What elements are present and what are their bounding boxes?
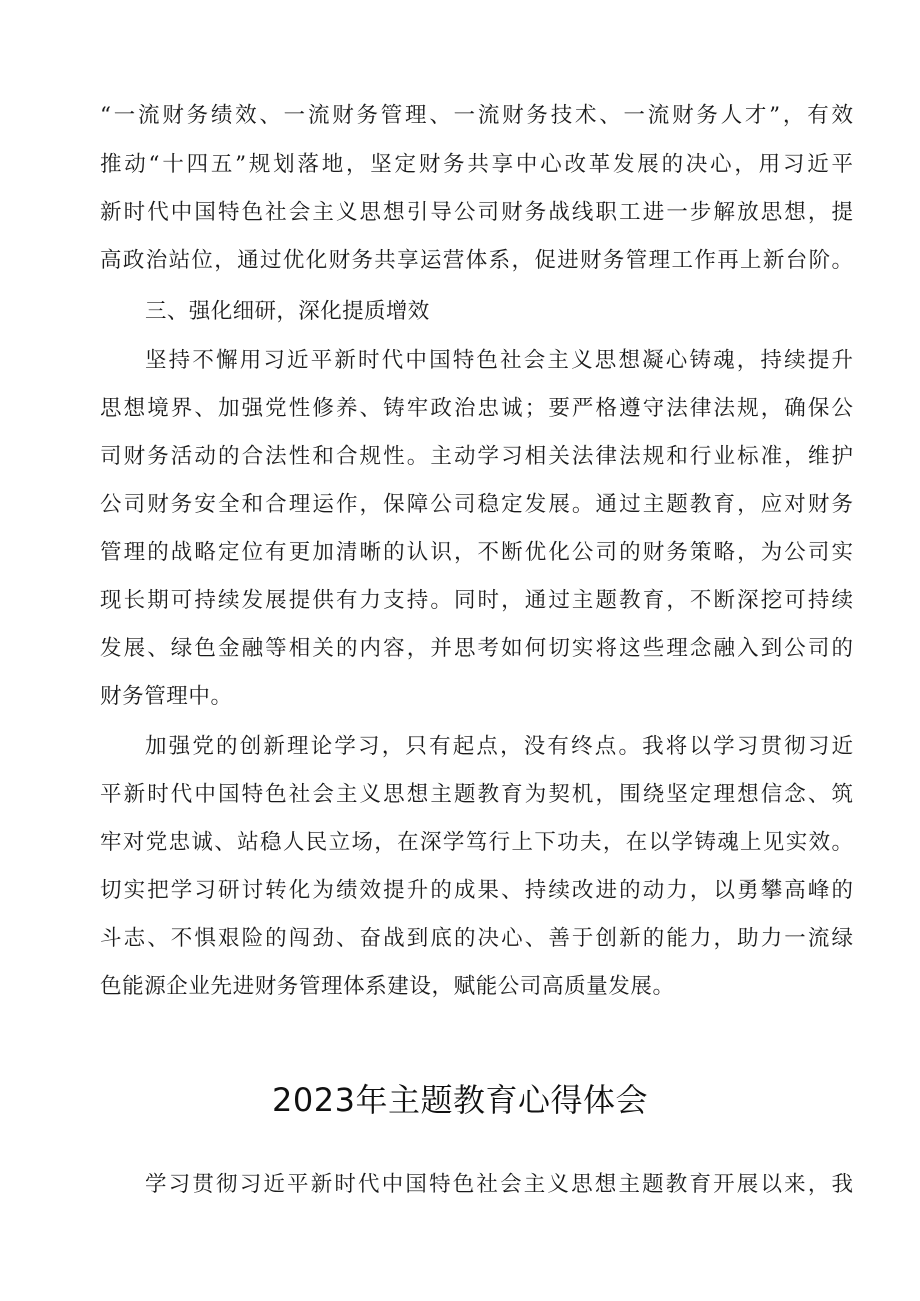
paragraph-line: 斗志、不惧艰险的闯劲、奋战到底的决心、善于创新的能力，助力一流绿: [100, 926, 853, 951]
paragraph-line: 高政治站位，通过优化财务共享运营体系，促进财务管理工作再上新台阶。: [100, 248, 853, 273]
paragraph-line: 新时代中国特色社会主义思想引导公司财务战线职工进一步解放思想，提: [100, 200, 853, 225]
paragraph-line: 学习贯彻习近平新时代中国特色社会主义思想主题教育开展以来，我: [145, 1172, 853, 1197]
paragraph-line: 牢对党忠诚、站稳人民立场，在深学笃行上下功夫，在以学铸魂上见实效。: [100, 830, 853, 855]
document-title: 2023年主题教育心得体会: [272, 1081, 648, 1119]
paragraph-line: 坚持不懈用习近平新时代中国特色社会主义思想凝心铸魂，持续提升: [145, 348, 853, 373]
paragraph-line: “一流财务绩效、一流财务管理、一流财务技术、一流财务人才”，有效: [100, 103, 853, 128]
paragraph-line: 发展、绿色金融等相关的内容，并思考如何切实将这些理念融入到公司的: [100, 636, 853, 661]
paragraph-line: 管理的战略定位有更加清晰的认识，不断优化公司的财务策略，为公司实: [100, 540, 853, 565]
paragraph-line: 公司财务安全和合理运作，保障公司稳定发展。通过主题教育，应对财务: [100, 492, 853, 517]
paragraph-line: 切实把学习研讨转化为绩效提升的成果、持续改进的动力，以勇攀高峰的: [100, 878, 853, 903]
paragraph-line: 色能源企业先进财务管理体系建设，赋能公司高质量发展。: [100, 974, 675, 999]
paragraph-line: 加强党的创新理论学习，只有起点，没有终点。我将以学习贯彻习近: [145, 734, 853, 759]
paragraph-line: 平新时代中国特色社会主义思想主题教育为契机，围绕坚定理想信念、筑: [100, 782, 853, 807]
paragraph-line: 推动“十四五”规划落地，坚定财务共享中心改革发展的决心，用习近平: [100, 152, 853, 177]
section-heading: 三、强化细研，深化提质增效: [145, 299, 430, 324]
paragraph-line: 现长期可持续发展提供有力支持。同时，通过主题教育，不断深挖可持续: [100, 588, 853, 613]
paragraph-line: 司财务活动的合法性和合规性。主动学习相关法律法规和行业标准，维护: [100, 444, 853, 469]
paragraph-line: 思想境界、加强党性修养、铸牢政治忠诚；要严格遵守法律法规，确保公: [100, 396, 853, 421]
paragraph-line: 财务管理中。: [100, 684, 233, 709]
